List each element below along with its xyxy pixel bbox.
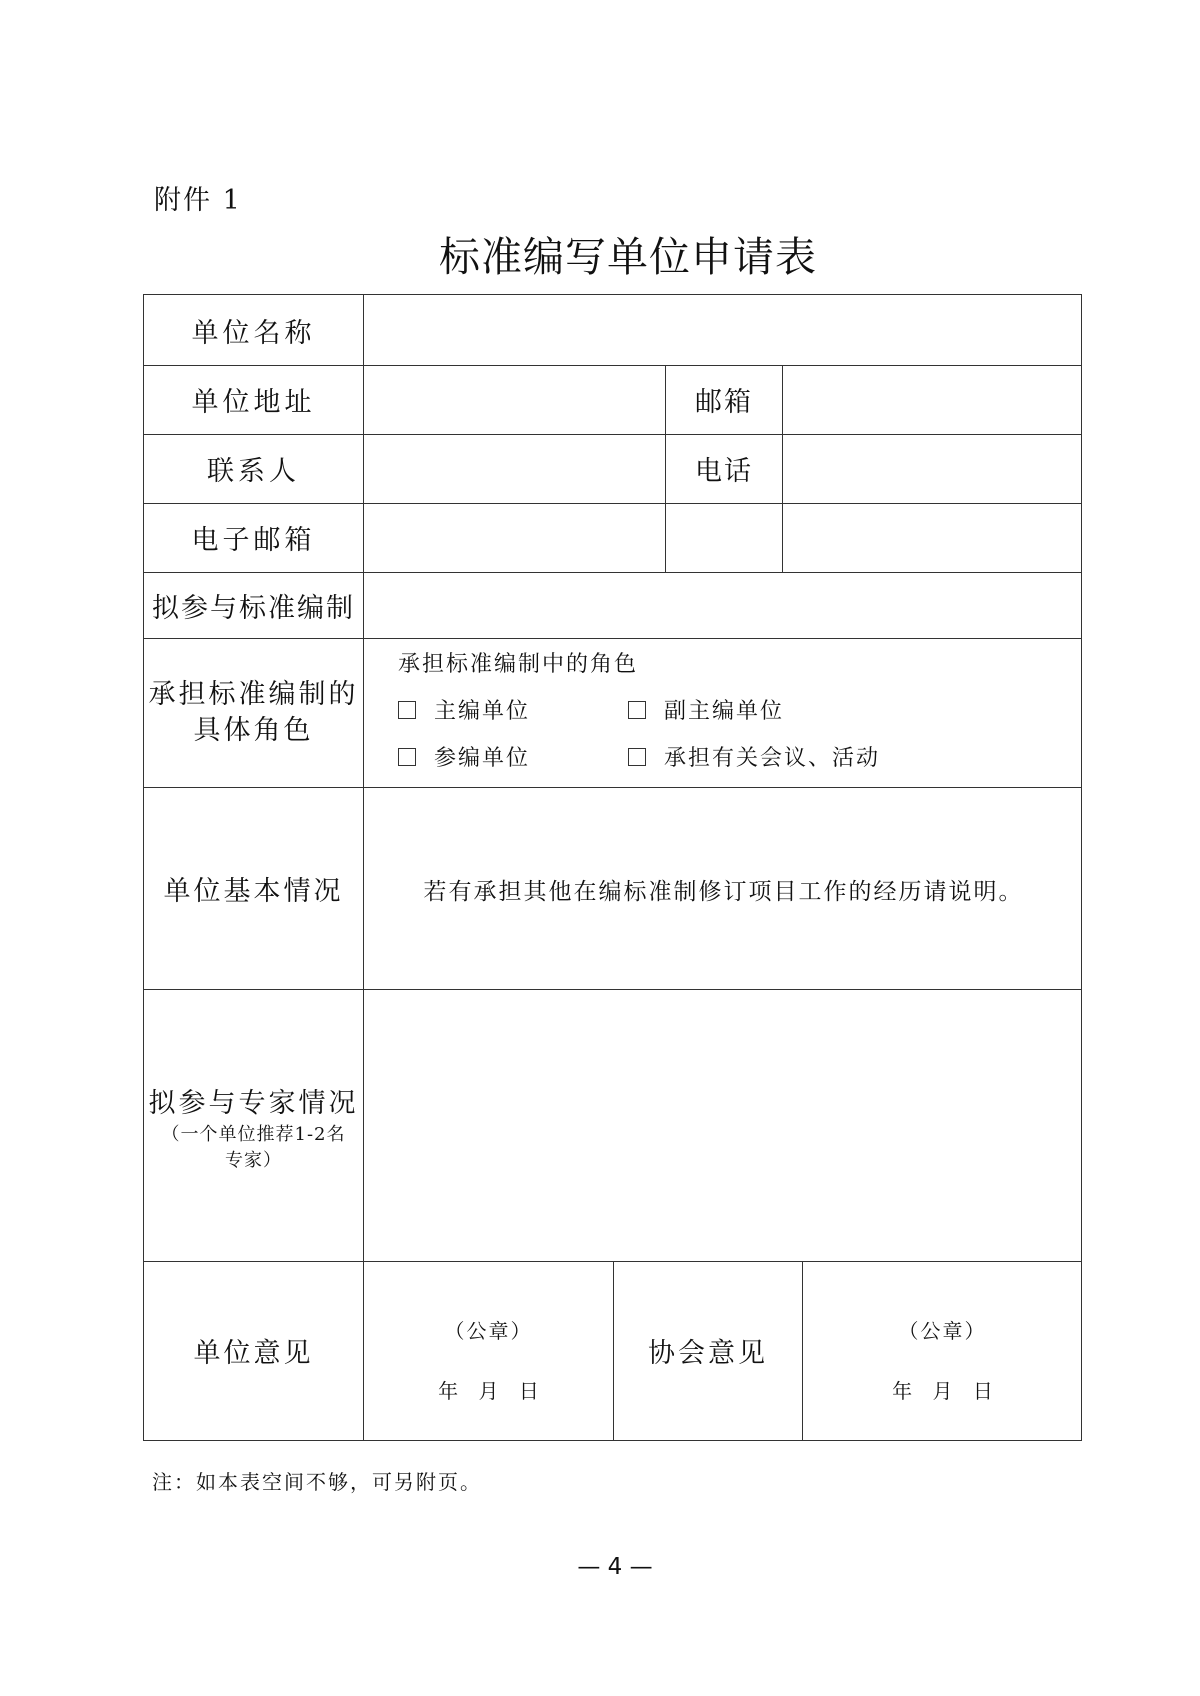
role-label-line2: 具体角色 [193, 714, 314, 746]
role-prompt: 承担标准编制中的角色 [398, 652, 639, 677]
role-options-area [364, 638, 1083, 787]
attachment-label: 附件 1 [154, 185, 242, 216]
document-title: 标准编写单位申请表 [439, 233, 817, 281]
unit-date-text: 年 月 日 [438, 1379, 539, 1403]
contact-field[interactable] [364, 434, 665, 503]
expert-label-text: 拟参与专家情况 [148, 1088, 359, 1119]
role-option-deputy-editor[interactable] [628, 694, 784, 725]
blank-cell[interactable] [783, 503, 1082, 572]
role-label-line1: 承担标准编制的 [148, 678, 359, 710]
checkbox-icon[interactable] [628, 748, 646, 766]
footnote: 注：如本表空间不够，可另附页。 [152, 1470, 482, 1494]
blank-cell[interactable] [666, 503, 782, 572]
unit-opinion-label: 单位意见 [193, 1338, 314, 1369]
checkbox-icon[interactable] [398, 701, 416, 719]
expert-note-line2: 专家） [225, 1150, 282, 1171]
unit-info-label: 单位基本情况 [163, 875, 344, 907]
role-option-participant[interactable] [398, 741, 530, 772]
role-option-label: 参编单位 [434, 746, 531, 771]
role-label [144, 638, 363, 787]
role-option-label: 副主编单位 [664, 699, 785, 724]
contact-label: 联系人 [207, 456, 300, 487]
role-option-label: 主编单位 [434, 699, 531, 724]
role-option-chief-editor[interactable] [398, 694, 530, 725]
column-divider [802, 1261, 803, 1440]
unit-name-label: 单位名称 [191, 317, 316, 349]
unit-address-field[interactable] [364, 365, 665, 434]
standard-label: 拟参与标准编制 [152, 592, 355, 624]
phone-field[interactable] [783, 434, 1082, 503]
unit-address-label: 单位地址 [191, 387, 316, 418]
phone-label: 电话 [695, 456, 753, 487]
role-option-meetings[interactable] [628, 741, 880, 772]
expert-note-line1: （一个单位推荐1-2名 [161, 1124, 346, 1145]
postcode-label: 邮箱 [695, 387, 753, 418]
application-form-table [143, 294, 1082, 1441]
standard-field[interactable] [364, 572, 1082, 638]
checkbox-icon[interactable] [398, 748, 416, 766]
unit-name-field[interactable] [364, 295, 1082, 365]
expert-label [144, 989, 363, 1261]
unit-stamp-text: （公章） [444, 1319, 533, 1343]
association-stamp-text: （公章） [898, 1319, 987, 1343]
unit-info-hint[interactable]: 若有承担其他在编标准制修订项目工作的经历请说明。 [423, 878, 1024, 905]
page-number: — 4 — [577, 1554, 653, 1580]
email-label: 电子邮箱 [191, 525, 316, 556]
expert-field[interactable] [364, 989, 1082, 1261]
email-field[interactable] [364, 503, 665, 572]
association-date-text: 年 月 日 [892, 1379, 993, 1403]
postcode-field[interactable] [783, 365, 1082, 434]
checkbox-icon[interactable] [628, 701, 646, 719]
role-option-label: 承担有关会议、活动 [664, 746, 881, 771]
association-opinion-label: 协会意见 [648, 1338, 768, 1369]
